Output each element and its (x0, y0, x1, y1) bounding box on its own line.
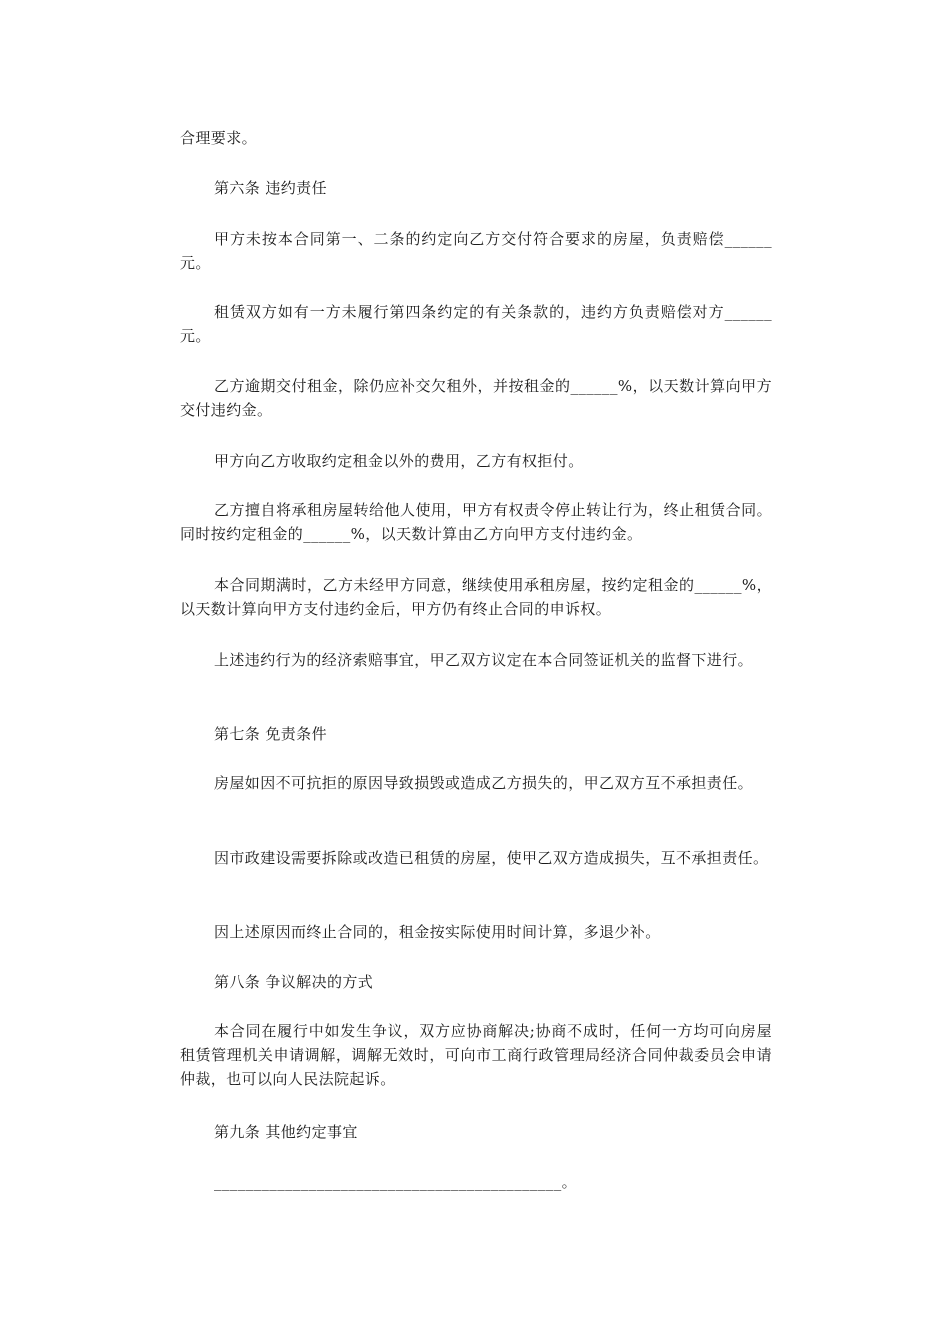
paragraph-6-2: 租赁双方如有一方未履行第四条约定的有关条款的，违约方负责赔偿对方______元。 (180, 303, 772, 345)
paragraph-6-6: 本合同期满时，乙方未经甲方同意，继续使用承租房屋，按约定租金的______%，以天数计算向甲方支付违约金后，甲方仍有终止合同的申诉权。 (180, 576, 772, 618)
paragraph-6-3: 乙方逾期交付租金，除仍应补交欠租外，并按租金的______%，以天数计算向甲方交付违约金。 (180, 377, 772, 419)
paragraph-8-1: 本合同在履行中如发生争议，双方应协商解决;协商不成时，任何一方均可向房屋租赁管理机关申请调解，调解无效时，可向市工商行政管理局经济合同仲裁委员会申请仲裁，也可以向人民法院起诉。 (180, 1022, 772, 1088)
paragraph-continuation: 合理要求。 (180, 129, 258, 147)
paragraph-7-1: 房屋如因不可抗拒的原因导致损毁或造成乙方损失的，甲乙双方互不承担责任。 (214, 774, 754, 792)
article-9-heading: 第九条 其他约定事宜 (214, 1123, 358, 1141)
paragraph-6-1: 甲方未按本合同第一、二条的约定向乙方交付符合要求的房屋，负责赔偿______元。 (180, 230, 772, 272)
article-6-heading: 第六条 违约责任 (214, 179, 327, 197)
paragraph-9-blank: ____________________________________________。 (214, 1173, 577, 1191)
paragraph-6-5: 乙方擅自将承租房屋转给他人使用，甲方有权责令停止转让行为，终止租赁合同。同时按约定租金的______%，以天数计算由乙方向甲方支付违约金。 (180, 501, 772, 543)
paragraph-7-2: 因市政建设需要拆除或改造已租赁的房屋，使甲乙双方造成损失，互不承担责任。 (214, 849, 769, 867)
article-7-heading: 第七条 免责条件 (214, 725, 327, 743)
paragraph-6-7: 上述违约行为的经济索赔事宜，甲乙双方议定在本合同签证机关的监督下进行。 (214, 651, 754, 669)
paragraph-6-4: 甲方向乙方收取约定租金以外的费用，乙方有权拒付。 (214, 452, 584, 470)
article-8-heading: 第八条 争议解决的方式 (214, 973, 374, 991)
paragraph-7-3: 因上述原因而终止合同的，租金按实际使用时间计算，多退少补。 (214, 923, 661, 941)
